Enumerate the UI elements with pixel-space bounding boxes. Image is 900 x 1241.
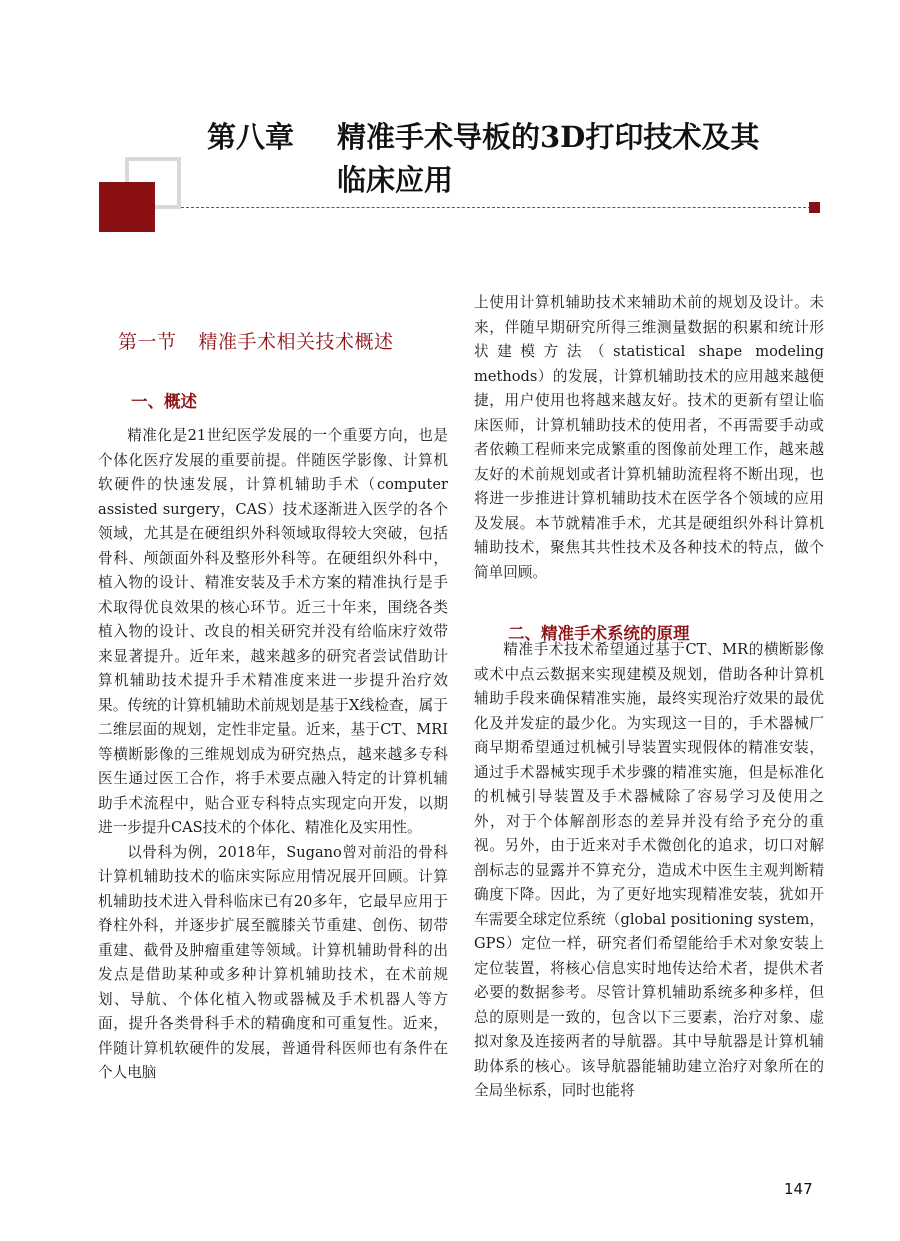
header-decor-red-square [99, 182, 155, 232]
chapter-title [207, 116, 847, 202]
page-number: 147 [784, 1180, 813, 1198]
subsection-title-principle: 二、精准手术系统的原理 [508, 624, 690, 643]
right-paragraph-1: 上使用计算机辅助技术来辅助术前的规划及设计。未来，伴随早期研究所得三维测量数据的积累和统计形状建模方法（statistical shape modeling methods）的发展，计算机辅助技术的应用越来越便捷，用户使用也将越来越友好。技术的更新有望让临床医师，计算机辅助技术的使用者，不再需要手动或者依赖工程师来完成繁重的图像前处理工作，越来越友好的术前规划或者计算机辅助流程将不断出现，也将进一步推进计算机辅助技术在医学各个领域的应用及发展。本节就精准手术，尤其是硬组织外科计算机辅助技术，聚焦其共性技术及各种技术的特点，做个简单回顾。 [474, 294, 824, 581]
left-paragraph-2: 以骨科为例，2018年，Sugano曾对前沿的骨科计算机辅助技术的临床实际应用情况展开回顾。计算机辅助技术进入骨科临床已有20多年，它最早应用于脊柱外科，并逐步扩展至髋膝关节重建、创伤、韧带重建、截骨及肿瘤重建等领域。计算机辅助骨科的出发点是借助某种或多种计算机辅助技术，在术前规划、导航、个体化植入物或器械及手术机器人等方面，提升各类骨科手术的精确度和可重复性。近来，伴随计算机软硬件的发展，普通骨科医师也有条件在个人电脑 [98, 843, 448, 1081]
section-title-text: 精准手术相关技术概述 [198, 331, 394, 353]
chapter-title-line1: 精准手术导板的3D打印技术及其 [337, 120, 760, 154]
right-column [474, 291, 824, 1104]
section-number: 第一节 [118, 331, 177, 353]
subsection-title-overview: 一、概述 [131, 392, 197, 411]
chapter-number: 第八章 [207, 120, 295, 154]
left-paragraph-1: 精准化是21世纪医学发展的一个重要方向，也是个体化医疗发展的重要前提。伴随医学影像、计算机软硬件的快速发展，计算机辅助手术（computer assisted surgery，CAS）技术逐渐进入医学的各个领域，尤其是在硬组织外科领域取得较大突破，包括骨科、颅颌面外科及整形外科等。在硬组织外科中，植入物的设计、精准安装及手术方案的精准执行是手术取得优良效果的核心环节。近三十年来，围绕各类植入物的设计、改良的相关研究并没有给临床疗效带来显著提升。近年来，越来越多的研究者尝试借助计算机辅助技术提升手术精准度来进一步提升治疗效果。传统的计算机辅助术前规划是基于X线检查，属于二维层面的规划，定性非定量。近来，基于CT、MRI等横断影像的三维规划成为研究热点，越来越多专科医生通过医工合作，将手术要点融入特定的计算机辅助手术流程中，贴合亚专科特点实现定向开发，以期进一步提升CAS技术的个体化、精准化及实用性。 [98, 427, 448, 836]
chapter-title-line2: 临床应用 [337, 163, 454, 197]
right-paragraph-2: 精准手术技术希望通过基于CT、MR的横断影像或术中点云数据来实现建模及规划，借助各种计算机辅助手段来确保精准实施，最终实现治疗效果的最优化及并发症的最少化。为实现这一目的，手术器械厂商早期希望通过机械引导装置实现假体的精准安装，通过手术器械实现手术步骤的精准实施，但是标准化的机械引导装置及手术器械除了容易学习及使用之外，对于个体解剖形态的差异并没有给予充分的重视。另外，由于近来对手术微创化的追求，切口对解剖标志的显露并不算充分，造成术中医生主观判断精确度下降。因此，为了更好地实现精准安装，犹如开车需要全球定位系统（global positioning system，GPS）定位一样，研究者们希望能给手术对象安装上定位装置，将核心信息实时地传达给术者，提供术者必要的数据参考。尽管计算机辅助系统多种多样，但总的原则是一致的，包含以下三要素，治疗对象、虚拟对象及连接两者的导航器。其中导航器是计算机辅助体系的核心。该导航器能辅助建立治疗对象所在的全局坐标系，同时也能将 [474, 641, 824, 1099]
section-title [118, 327, 394, 354]
header-dashed-rule [181, 207, 811, 208]
left-column [98, 424, 448, 1086]
header-rule-end-marker [809, 202, 820, 213]
